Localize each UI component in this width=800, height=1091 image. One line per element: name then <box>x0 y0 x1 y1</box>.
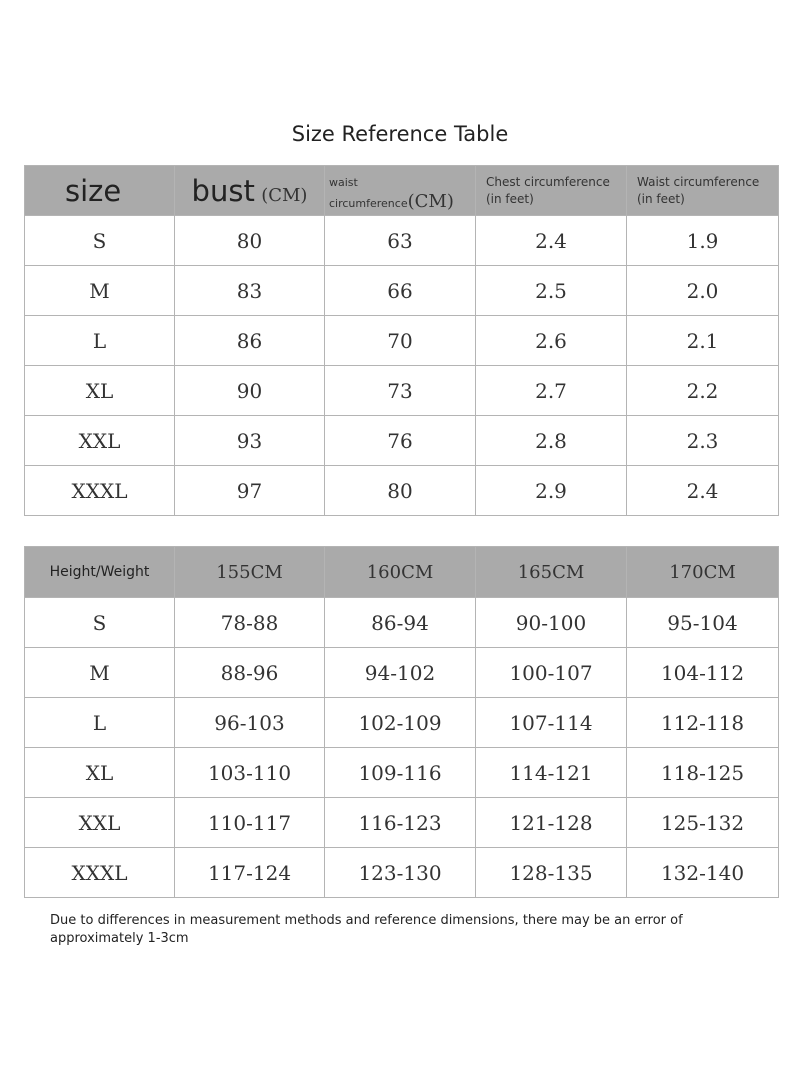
cell-weight: 114-121 <box>476 748 627 798</box>
header-waist-feet <box>627 166 779 216</box>
cell-weight: 125-132 <box>627 798 779 848</box>
cell-weight: 123-130 <box>325 848 476 898</box>
cell-size: XXL <box>25 416 175 466</box>
cell-size: XXXL <box>25 466 175 516</box>
cell-size: S <box>25 598 175 648</box>
size-reference-table <box>24 165 779 516</box>
cell-chest-feet: 2.8 <box>476 416 627 466</box>
cell-bust: 86 <box>175 316 325 366</box>
cell-size: M <box>25 648 175 698</box>
header-height-160: 160CM <box>325 547 476 598</box>
cell-weight: 132-140 <box>627 848 779 898</box>
cell-weight: 103-110 <box>175 748 325 798</box>
cell-waist-feet: 1.9 <box>627 216 779 266</box>
cell-weight: 100-107 <box>476 648 627 698</box>
header-height-weight: Height/Weight <box>25 547 175 598</box>
cell-chest-feet: 2.5 <box>476 266 627 316</box>
cell-weight: 110-117 <box>175 798 325 848</box>
table-row <box>25 316 779 366</box>
header-waist-line1: waist <box>329 176 358 190</box>
table-row <box>25 416 779 466</box>
header-chest-feet <box>476 166 627 216</box>
cell-size: XXXL <box>25 848 175 898</box>
cell-waist-feet: 2.0 <box>627 266 779 316</box>
cell-weight: 109-116 <box>325 748 476 798</box>
table-row <box>25 466 779 516</box>
table-row <box>25 216 779 266</box>
hw-table-header-row <box>25 547 779 598</box>
cell-weight: 86-94 <box>325 598 476 648</box>
cell-waist-feet: 2.3 <box>627 416 779 466</box>
table-row <box>25 698 779 748</box>
cell-weight: 118-125 <box>627 748 779 798</box>
cell-waist: 70 <box>325 316 476 366</box>
cell-weight: 94-102 <box>325 648 476 698</box>
cell-weight: 116-123 <box>325 798 476 848</box>
cell-waist: 76 <box>325 416 476 466</box>
cell-chest-feet: 2.7 <box>476 366 627 416</box>
cell-waist: 73 <box>325 366 476 416</box>
cell-weight: 128-135 <box>476 848 627 898</box>
page-title: Size Reference Table <box>291 122 509 146</box>
cell-weight: 96-103 <box>175 698 325 748</box>
cell-weight: 95-104 <box>627 598 779 648</box>
cell-size: L <box>25 316 175 366</box>
measurement-note: Due to differences in measurement methods and reference dimensions, there may be an error of approximately 1-3cm <box>50 913 683 946</box>
cell-weight: 78-88 <box>175 598 325 648</box>
cell-waist: 66 <box>325 266 476 316</box>
cell-bust: 90 <box>175 366 325 416</box>
cell-size: XL <box>25 748 175 798</box>
cell-waist-feet: 2.4 <box>627 466 779 516</box>
cell-size: XXL <box>25 798 175 848</box>
header-waist <box>325 166 476 216</box>
cell-waist-feet: 2.2 <box>627 366 779 416</box>
header-height-170: 170CM <box>627 547 779 598</box>
cell-waist: 80 <box>325 466 476 516</box>
table-row <box>25 848 779 898</box>
header-chest-feet-line1: Chest circumference <box>486 175 610 190</box>
header-height-155: 155CM <box>175 547 325 598</box>
header-waist-unit: (CM) <box>407 191 454 213</box>
table-row <box>25 798 779 848</box>
cell-waist: 63 <box>325 216 476 266</box>
cell-weight: 104-112 <box>627 648 779 698</box>
cell-size: S <box>25 216 175 266</box>
cell-bust: 93 <box>175 416 325 466</box>
cell-chest-feet: 2.9 <box>476 466 627 516</box>
cell-size: M <box>25 266 175 316</box>
cell-size: XL <box>25 366 175 416</box>
cell-chest-feet: 2.6 <box>476 316 627 366</box>
table-row <box>25 748 779 798</box>
table-row <box>25 266 779 316</box>
cell-size: L <box>25 698 175 748</box>
header-bust-unit: (CM) <box>261 184 308 206</box>
header-bust <box>175 166 325 216</box>
header-waist-line2: circumference <box>329 197 408 211</box>
table-row <box>25 366 779 416</box>
height-weight-table <box>24 546 779 898</box>
cell-weight: 112-118 <box>627 698 779 748</box>
cell-bust: 80 <box>175 216 325 266</box>
cell-waist-feet: 2.1 <box>627 316 779 366</box>
cell-weight: 117-124 <box>175 848 325 898</box>
header-waist-feet-line2: (in feet) <box>637 191 685 206</box>
header-height-165: 165CM <box>476 547 627 598</box>
cell-weight: 107-114 <box>476 698 627 748</box>
header-size: size <box>25 166 175 216</box>
table-row <box>25 648 779 698</box>
header-chest-feet-line2: (in feet) <box>486 191 534 206</box>
header-bust-label: bust <box>191 173 255 208</box>
cell-weight: 121-128 <box>476 798 627 848</box>
cell-bust: 83 <box>175 266 325 316</box>
cell-bust: 97 <box>175 466 325 516</box>
cell-weight: 102-109 <box>325 698 476 748</box>
cell-weight: 90-100 <box>476 598 627 648</box>
size-table-header-row <box>25 166 779 216</box>
header-waist-feet-line1: Waist circumference <box>637 175 760 190</box>
table-row <box>25 598 779 648</box>
cell-chest-feet: 2.4 <box>476 216 627 266</box>
cell-weight: 88-96 <box>175 648 325 698</box>
